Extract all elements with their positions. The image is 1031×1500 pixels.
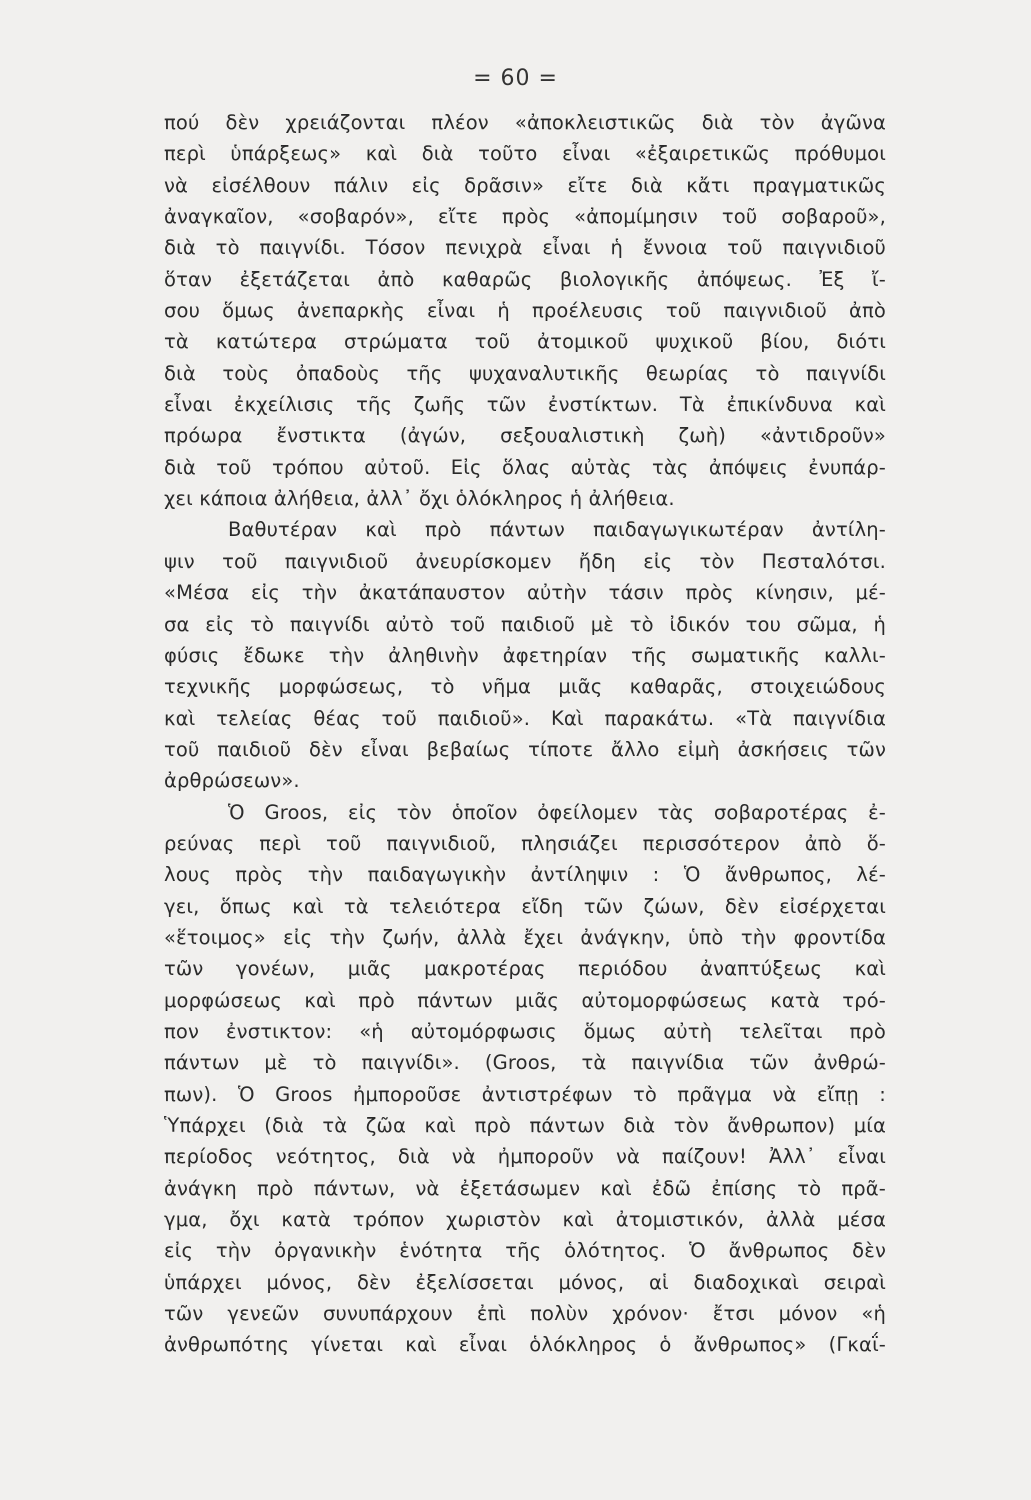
text-line: Ὁ Groos, εἰς τὸν ὁποῖον ὀφείλομεν τὰς σοβαροτέρας ἐ- (228, 800, 886, 824)
text-line: ἀνάγκη πρὸ πάντων, νὰ ἐξετάσωμεν καὶ ἐδῶ ἐπίσης τὸ πρᾶ- (164, 1176, 886, 1200)
text-line: σου ὅμως ἀνεπαρκὴς εἶναι ἡ προέλευσις τοῦ παιγνιδιοῦ ἀπὸ (164, 299, 886, 323)
text-line: διὰ τοὺς ὀπαδοὺς τῆς ψυχαναλυτικῆς θεωρίας τὸ παιγνίδι (164, 361, 886, 385)
text-line: μορφώσεως καὶ πρὸ πάντων μιᾶς αὐτομορφώσεως κατὰ τρό- (164, 988, 886, 1012)
text-line: τὰ κατώτερα στρώματα τοῦ ἀτομικοῦ ψυχικοῦ βίου, διότι (164, 330, 886, 354)
text-line: τῶν γενεῶν συνυπάρχουν ἐπὶ πολὺν χρόνον· ἔτσι μόνον «ἡ (164, 1302, 886, 1326)
text-line: τῶν γονέων, μιᾶς μακροτέρας περιόδου ἀναπτύξεως καὶ (164, 957, 886, 981)
text-line: Ὑπάρχει (διὰ τὰ ζῶα καὶ πρὸ πάντων διὰ τὸν ἄνθρωπον) μία (164, 1114, 886, 1137)
text-line: πον ἐνστικτον: «ἡ αὐτομόρφωσις ὅμως αὐτὴ τελεῖται πρὸ (164, 1019, 886, 1043)
text-line: εἰς τὴν ὀργανικὴν ἑνότητα τῆς ὁλότητος. Ὁ ἄνθρωπος δὲν (164, 1239, 886, 1263)
text-line: πού δὲν χρειάζονται πλέον «ἀποκλειστικῶς διὰ τὸν ἀγῶνα (164, 111, 886, 134)
text-line: γει, ὅπως καὶ τὰ τελειότερα εἴδη τῶν ζώων, δὲν εἰσέρχεται (164, 894, 886, 918)
text-line: «Μέσα εἰς τὴν ἀκατάπαυστον αὐτὴν τάσιν πρὸς κίνησιν, μέ- (164, 581, 886, 605)
text-line: ρεύνας περὶ τοῦ παιγνιδιοῦ, πλησιάζει περισσότερον ἀπὸ ὅ- (164, 831, 886, 855)
text-line: ψιν τοῦ παιγνιδιοῦ ἀνευρίσκομεν ἤδη εἰς τὸν Πεσταλότσι. (164, 549, 886, 573)
text-line: ὅταν ἐξετάζεται ἀπὸ καθαρῶς βιολογικῆς ἀπόψεως. Ἐξ ἴ- (164, 267, 886, 291)
page-number: = 60 = (473, 66, 558, 91)
text-line: σα εἰς τὸ παιγνίδι αὐτὸ τοῦ παιδιοῦ μὲ τὸ ἰδικόν του σῶμα, ἡ (164, 612, 886, 636)
text-line: διὰ τὸ παιγνίδι. Τόσον πενιχρὰ εἶναι ἡ ἔννοια τοῦ παιγνιδιοῦ (164, 236, 886, 260)
text-line: πάντων μὲ τὸ παιγνίδι». (Groos, τὰ παιγνίδια τῶν ἀνθρώ- (164, 1051, 886, 1075)
text-line: ἀνθρωπότης γίνεται καὶ εἶναι ὁλόκληρος ὁ ἄνθρωπος» (Γκαΐ- (164, 1333, 886, 1357)
text-line: εἶναι ἐκχείλισις τῆς ζωῆς τῶν ἐνστίκτων. Τὰ ἐπικίνδυνα καὶ (164, 393, 886, 417)
text-line: καὶ τελείας θέας τοῦ παιδιοῦ». Καὶ παρακάτω. «Τὰ παιγνίδια (164, 706, 886, 730)
text-line: «ἕτοιμος» εἰς τὴν ζωήν, ἀλλὰ ἔχει ἀνάγκην, ὑπὸ τὴν φροντίδα (164, 925, 886, 949)
text-line: Βαθυτέραν καὶ πρὸ πάντων παιδαγωγικωτέραν ἀντίλη- (228, 518, 886, 542)
text-line: περίοδος νεότητος, διὰ νὰ ἠμποροῦν νὰ παίζουν! Ἀλλ᾽ εἶναι (164, 1145, 886, 1169)
text-line: ἀναγκαῖον, «σοβαρόν», εἴτε πρὸς «ἀπομίμησιν τοῦ σοβαροῦ», (164, 205, 886, 229)
text-line: πρόωρα ἔνστικτα (ἀγών, σεξουαλιστικὴ ζωὴ) «ἀντιδροῦν» (164, 424, 886, 448)
text-line: ἀρθρώσεων». (164, 769, 300, 793)
text-line: ὑπάρχει μόνος, δὲν ἐξελίσσεται μόνος, αἱ διαδοχικαὶ σειραὶ (164, 1270, 886, 1294)
text-line: περὶ ὑπάρξεως» καὶ διὰ τοῦτο εἶναι «ἐξαιρετικῶς πρόθυμοι (164, 142, 886, 166)
text-line: πων). Ὁ Groos ἠμποροῦσε ἀντιστρέφων τὸ πρᾶγμα νὰ εἴπῃ : (164, 1082, 886, 1106)
text-line: τεχνικῆς μορφώσεως, τὸ νῆμα μιᾶς καθαρᾶς, στοιχειώδους (164, 675, 886, 699)
text-line: φύσις ἔδωκε τὴν ἀληθινὴν ἀφετηρίαν τῆς σωματικῆς καλλι- (164, 643, 886, 667)
body-text (164, 107, 886, 1361)
text-line: νὰ εἰσέλθουν πάλιν εἰς δρᾶσιν» εἴτε διὰ κἄτι πραγματικῶς (164, 173, 886, 197)
text-line: γμα, ὄχι κατὰ τρόπον χωριστὸν καὶ ἀτομιστικόν, ἀλλὰ μέσα (164, 1208, 886, 1232)
text-line: χει κάποια ἀλήθεια, ἀλλ᾽ ὄχι ὁλόκληρος ἡ ἀλήθεια. (164, 487, 675, 511)
text-line: τοῦ παιδιοῦ δὲν εἶναι βεβαίως τίποτε ἄλλο εἰμὴ ἀσκήσεις τῶν (164, 737, 886, 761)
text-line: διὰ τοῦ τρόπου αὐτοῦ. Εἰς ὅλας αὐτὰς τὰς ἀπόψεις ἐνυπάρ- (164, 455, 886, 479)
text-line: λους πρὸς τὴν παιδαγωγικὴν ἀντίληψιν : Ὁ ἄνθρωπος, λέ- (164, 863, 886, 887)
